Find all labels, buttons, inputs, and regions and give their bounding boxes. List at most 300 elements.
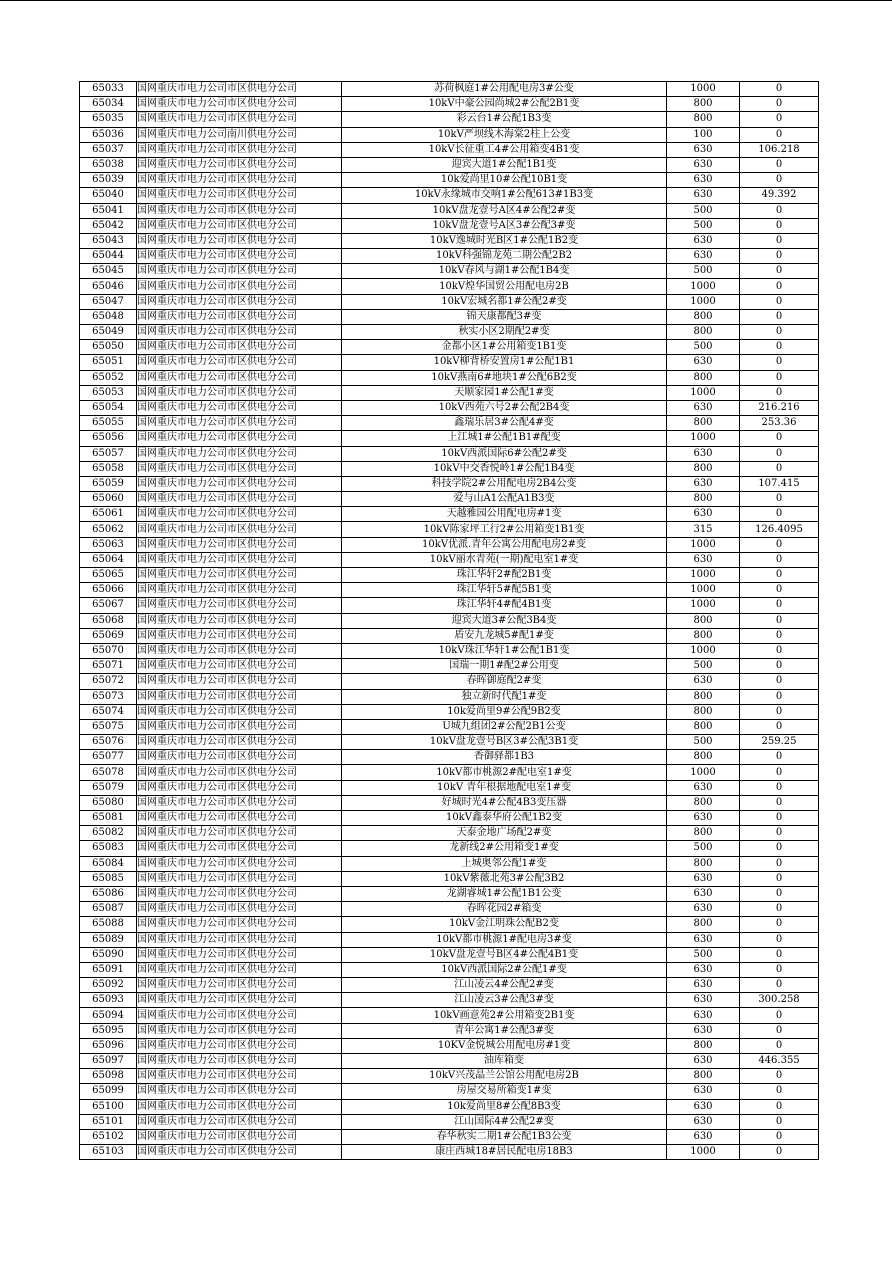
station-name-cell: 天越雅园公用配电房#1变 [342, 507, 667, 522]
company-cell: 国网重庆市电力公司市区供电分公司 [137, 446, 342, 461]
station-name-cell: 春晖花园2#箱变 [342, 902, 667, 917]
table-row [80, 537, 819, 552]
table-row [80, 1145, 819, 1160]
capacity-cell: 800 [667, 309, 740, 324]
company-cell: 国网重庆市电力公司市区供电分公司 [137, 628, 342, 643]
station-name-cell: 江山凌云3#公配3#变 [342, 993, 667, 1008]
row-id-cell: 65098 [80, 1069, 137, 1084]
table-row [80, 917, 819, 932]
row-id-cell: 65040 [80, 188, 137, 203]
row-id-cell: 65043 [80, 233, 137, 248]
station-name-cell: 10kV逸城时光B区1#公配1B2变 [342, 233, 667, 248]
value-cell: 0 [740, 765, 819, 780]
capacity-cell: 630 [667, 1054, 740, 1069]
table-row [80, 1038, 819, 1053]
company-cell: 国网重庆市电力公司市区供电分公司 [137, 188, 342, 203]
table-row [80, 294, 819, 309]
capacity-cell: 1000 [667, 598, 740, 613]
company-cell: 国网重庆市电力公司市区供电分公司 [137, 1114, 342, 1129]
capacity-cell: 630 [667, 142, 740, 157]
row-id-cell: 65046 [80, 279, 137, 294]
table-row [80, 568, 819, 583]
station-name-cell: 好城时光4#公配4B3变压器 [342, 795, 667, 810]
company-cell: 国网重庆市电力公司市区供电分公司 [137, 780, 342, 795]
value-cell: 0 [740, 1069, 819, 1084]
table-row [80, 598, 819, 613]
station-name-cell: 10kV优派.青年公寓公用配电房2#变 [342, 537, 667, 552]
row-id-cell: 65072 [80, 674, 137, 689]
table-row [80, 719, 819, 734]
row-id-cell: 65062 [80, 522, 137, 537]
value-cell: 49.392 [740, 188, 819, 203]
table-row [80, 340, 819, 355]
company-cell: 国网重庆市电力公司市区供电分公司 [137, 871, 342, 886]
company-cell: 国网重庆市电力公司市区供电分公司 [137, 719, 342, 734]
value-cell: 0 [740, 218, 819, 233]
value-cell: 0 [740, 902, 819, 917]
value-cell: 0 [740, 552, 819, 567]
table-row [80, 233, 819, 248]
table-row [80, 249, 819, 264]
station-name-cell: 10kV燕南6#地块1#公配6B2变 [342, 370, 667, 385]
station-name-cell: 10k爱尚里10#公配10B1变 [342, 173, 667, 188]
value-cell: 216.216 [740, 400, 819, 415]
table-row [80, 826, 819, 841]
row-id-cell: 65069 [80, 628, 137, 643]
value-cell: 0 [740, 856, 819, 871]
station-name-cell: 10kV宏城名都1#公配2#变 [342, 294, 667, 309]
capacity-cell: 630 [667, 476, 740, 491]
company-cell: 国网重庆市电力公司市区供电分公司 [137, 902, 342, 917]
row-id-cell: 65071 [80, 659, 137, 674]
company-cell: 国网重庆市电力公司市区供电分公司 [137, 886, 342, 901]
capacity-cell: 630 [667, 811, 740, 826]
company-cell: 国网重庆市电力公司市区供电分公司 [137, 370, 342, 385]
station-name-cell: 10kV盘龙壹号A区3#公配3#变 [342, 218, 667, 233]
value-cell: 0 [740, 1114, 819, 1129]
station-name-cell: 春华秋实二期1#公配1B3公变 [342, 1129, 667, 1144]
capacity-cell: 630 [667, 157, 740, 172]
table-row [80, 507, 819, 522]
company-cell: 国网重庆市电力公司市区供电分公司 [137, 674, 342, 689]
value-cell: 0 [740, 370, 819, 385]
station-name-cell: 油库箱变 [342, 1054, 667, 1069]
capacity-cell: 1000 [667, 294, 740, 309]
table-row [80, 492, 819, 507]
capacity-cell: 630 [667, 902, 740, 917]
table-row [80, 947, 819, 962]
station-name-cell: 龙湖睿城1#公配1B1公变 [342, 886, 667, 901]
company-cell: 国网重庆市电力公司市区供电分公司 [137, 568, 342, 583]
value-cell: 0 [740, 461, 819, 476]
station-name-cell: 10kV都市桃源1#配电房3#变 [342, 932, 667, 947]
station-name-cell: 春晖御庭配2#变 [342, 674, 667, 689]
station-name-cell: 迎宾大道1#公配1B1变 [342, 157, 667, 172]
table-row [80, 856, 819, 871]
company-cell: 国网重庆市电力公司市区供电分公司 [137, 400, 342, 415]
capacity-cell: 500 [667, 340, 740, 355]
company-cell: 国网重庆市电力公司市区供电分公司 [137, 157, 342, 172]
row-id-cell: 65085 [80, 871, 137, 886]
capacity-cell: 100 [667, 127, 740, 142]
table-body [80, 82, 819, 1160]
station-name-cell: 10kV丽水青苑(一期)配电室1#变 [342, 552, 667, 567]
value-cell: 0 [740, 340, 819, 355]
company-cell: 国网重庆市电力公司市区供电分公司 [137, 279, 342, 294]
station-name-cell: 国瑞一期1#配2#公用变 [342, 659, 667, 674]
company-cell: 国网重庆市电力公司市区供电分公司 [137, 1023, 342, 1038]
company-cell: 国网重庆市电力公司市区供电分公司 [137, 507, 342, 522]
company-cell: 国网重庆市电力公司市区供电分公司 [137, 704, 342, 719]
company-cell: 国网重庆市电力公司市区供电分公司 [137, 978, 342, 993]
row-id-cell: 65057 [80, 446, 137, 461]
capacity-cell: 630 [667, 674, 740, 689]
row-id-cell: 65090 [80, 947, 137, 962]
station-name-cell: 10kV陈家坪工行2#公用箱变1B1变 [342, 522, 667, 537]
station-name-cell: 秋实小区2期配2#变 [342, 325, 667, 340]
value-cell: 0 [740, 871, 819, 886]
company-cell: 国网重庆市电力公司市区供电分公司 [137, 795, 342, 810]
table-row [80, 780, 819, 795]
table-row [80, 932, 819, 947]
row-id-cell: 65081 [80, 811, 137, 826]
capacity-cell: 500 [667, 659, 740, 674]
value-cell: 0 [740, 811, 819, 826]
value-cell: 0 [740, 127, 819, 142]
station-name-cell: 科技学院2#公用配电房2B4公变 [342, 476, 667, 491]
value-cell: 0 [740, 932, 819, 947]
company-cell: 国网重庆市电力公司市区供电分公司 [137, 142, 342, 157]
table-row [80, 704, 819, 719]
company-cell: 国网重庆市电力公司市区供电分公司 [137, 598, 342, 613]
table-row [80, 1114, 819, 1129]
row-id-cell: 65101 [80, 1114, 137, 1129]
value-cell: 0 [740, 1008, 819, 1023]
row-id-cell: 65103 [80, 1145, 137, 1160]
capacity-cell: 1000 [667, 583, 740, 598]
station-name-cell: 盾安九龙城5#配1#变 [342, 628, 667, 643]
row-id-cell: 65034 [80, 97, 137, 112]
company-cell: 国网重庆市电力公司市区供电分公司 [137, 522, 342, 537]
value-cell: 0 [740, 886, 819, 901]
transformer-table [79, 81, 819, 1160]
value-cell: 0 [740, 355, 819, 370]
table-row [80, 1008, 819, 1023]
table-row [80, 325, 819, 340]
company-cell: 国网重庆市电力公司市区供电分公司 [137, 811, 342, 826]
capacity-cell: 800 [667, 461, 740, 476]
row-id-cell: 65086 [80, 886, 137, 901]
station-name-cell: 江山凌云4#公配2#变 [342, 978, 667, 993]
row-id-cell: 65059 [80, 476, 137, 491]
station-name-cell: 康庄西城18#居民配电房18B3 [342, 1145, 667, 1160]
table-row [80, 978, 819, 993]
row-id-cell: 65055 [80, 416, 137, 431]
company-cell: 国网重庆市电力公司市区供电分公司 [137, 993, 342, 1008]
company-cell: 国网重庆市电力公司市区供电分公司 [137, 325, 342, 340]
capacity-cell: 800 [667, 492, 740, 507]
company-cell: 国网重庆市电力公司市区供电分公司 [137, 492, 342, 507]
station-name-cell: 10kV盘龙壹号A区4#公配2#变 [342, 203, 667, 218]
table-row [80, 871, 819, 886]
capacity-cell: 630 [667, 978, 740, 993]
capacity-cell: 630 [667, 962, 740, 977]
row-id-cell: 65064 [80, 552, 137, 567]
table-row [80, 203, 819, 218]
station-name-cell: 10kV柳背桥安置房1#公配1B1 [342, 355, 667, 370]
row-id-cell: 65079 [80, 780, 137, 795]
station-name-cell: 10kV永缘城市交响1#公配613#1B3变 [342, 188, 667, 203]
station-name-cell: 10kV兴茂晶兰公馆公用配电房2B [342, 1069, 667, 1084]
value-cell: 0 [740, 598, 819, 613]
table-row [80, 112, 819, 127]
table-row [80, 735, 819, 750]
table-row [80, 188, 819, 203]
value-cell: 253.36 [740, 416, 819, 431]
value-cell: 0 [740, 82, 819, 97]
capacity-cell: 800 [667, 613, 740, 628]
company-cell: 国网重庆市电力公司市区供电分公司 [137, 689, 342, 704]
company-cell: 国网重庆市电力公司市区供电分公司 [137, 613, 342, 628]
company-cell: 国网重庆市电力公司市区供电分公司 [137, 385, 342, 400]
row-id-cell: 65041 [80, 203, 137, 218]
station-name-cell: 龙新线2#公用箱变1#变 [342, 841, 667, 856]
value-cell: 0 [740, 157, 819, 172]
table-row [80, 886, 819, 901]
table-row [80, 279, 819, 294]
row-id-cell: 65095 [80, 1023, 137, 1038]
capacity-cell: 1000 [667, 82, 740, 97]
value-cell: 126.4095 [740, 522, 819, 537]
capacity-cell: 1000 [667, 643, 740, 658]
capacity-cell: 800 [667, 795, 740, 810]
row-id-cell: 65056 [80, 431, 137, 446]
row-id-cell: 65058 [80, 461, 137, 476]
capacity-cell: 630 [667, 886, 740, 901]
table-row [80, 446, 819, 461]
table-row [80, 583, 819, 598]
value-cell: 0 [740, 947, 819, 962]
value-cell: 0 [740, 659, 819, 674]
row-id-cell: 65094 [80, 1008, 137, 1023]
company-cell: 国网重庆市电力公司市区供电分公司 [137, 416, 342, 431]
company-cell: 国网重庆市电力公司市区供电分公司 [137, 1038, 342, 1053]
capacity-cell: 800 [667, 97, 740, 112]
station-name-cell: 10kV珠江华轩1#公配1B1变 [342, 643, 667, 658]
station-name-cell: 苏荷枫庭1#公用配电房3#公变 [342, 82, 667, 97]
table-row [80, 811, 819, 826]
value-cell: 0 [740, 173, 819, 188]
station-name-cell: 10kV盘龙壹号B区3#公配3B1变 [342, 735, 667, 750]
value-cell: 0 [740, 1099, 819, 1114]
value-cell: 0 [740, 112, 819, 127]
value-cell: 0 [740, 446, 819, 461]
station-name-cell: 10KV金悦城公用配电房#1变 [342, 1038, 667, 1053]
value-cell: 0 [740, 583, 819, 598]
table-row [80, 674, 819, 689]
row-id-cell: 65042 [80, 218, 137, 233]
row-id-cell: 65076 [80, 735, 137, 750]
capacity-cell: 800 [667, 1038, 740, 1053]
value-cell: 259.25 [740, 735, 819, 750]
value-cell: 0 [740, 795, 819, 810]
station-name-cell: 10kV都市桃源2#配电室1#变 [342, 765, 667, 780]
capacity-cell: 800 [667, 325, 740, 340]
row-id-cell: 65100 [80, 1099, 137, 1114]
value-cell: 0 [740, 613, 819, 628]
row-id-cell: 65087 [80, 902, 137, 917]
capacity-cell: 630 [667, 446, 740, 461]
capacity-cell: 800 [667, 704, 740, 719]
table-row [80, 431, 819, 446]
value-cell: 0 [740, 719, 819, 734]
company-cell: 国网重庆市电力公司市区供电分公司 [137, 932, 342, 947]
capacity-cell: 1000 [667, 568, 740, 583]
station-name-cell: 10kV中豪公园尚城2#公配2B1变 [342, 97, 667, 112]
station-name-cell: 10kV长征重工4#公用箱变4B1变 [342, 142, 667, 157]
table-row [80, 461, 819, 476]
table-row [80, 552, 819, 567]
company-cell: 国网重庆市电力公司市区供电分公司 [137, 173, 342, 188]
company-cell: 国网重庆市电力公司市区供电分公司 [137, 962, 342, 977]
capacity-cell: 500 [667, 841, 740, 856]
company-cell: 国网重庆市电力公司市区供电分公司 [137, 765, 342, 780]
capacity-cell: 315 [667, 522, 740, 537]
station-name-cell: 天泰金地广场配2#变 [342, 826, 667, 841]
table-row [80, 1099, 819, 1114]
value-cell: 0 [740, 841, 819, 856]
row-id-cell: 65084 [80, 856, 137, 871]
table-row [80, 476, 819, 491]
company-cell: 国网重庆市电力公司市区供电分公司 [137, 659, 342, 674]
table-row [80, 643, 819, 658]
station-name-cell: 10kV科强锦龙苑二期公配2B2 [342, 249, 667, 264]
row-id-cell: 65052 [80, 370, 137, 385]
capacity-cell: 500 [667, 947, 740, 962]
value-cell: 0 [740, 674, 819, 689]
capacity-cell: 500 [667, 264, 740, 279]
capacity-cell: 1000 [667, 279, 740, 294]
row-id-cell: 65097 [80, 1054, 137, 1069]
station-name-cell: 青年公寓1#公配3#变 [342, 1023, 667, 1038]
company-cell: 国网重庆市电力公司市区供电分公司 [137, 97, 342, 112]
row-id-cell: 65060 [80, 492, 137, 507]
company-cell: 国网重庆市电力公司市区供电分公司 [137, 264, 342, 279]
company-cell: 国网重庆市电力公司市区供电分公司 [137, 947, 342, 962]
table-row [80, 841, 819, 856]
row-id-cell: 65102 [80, 1129, 137, 1144]
value-cell: 0 [740, 233, 819, 248]
company-cell: 国网重庆市电力公司市区供电分公司 [137, 249, 342, 264]
table-row [80, 750, 819, 765]
row-id-cell: 65035 [80, 112, 137, 127]
value-cell: 0 [740, 203, 819, 218]
table-row [80, 522, 819, 537]
value-cell: 0 [740, 1145, 819, 1160]
station-name-cell: 迎宾大道3#公配3B4变 [342, 613, 667, 628]
table-row [80, 795, 819, 810]
station-name-cell: 彩云台1#公配1B3变 [342, 112, 667, 127]
capacity-cell: 630 [667, 1099, 740, 1114]
table-row [80, 993, 819, 1008]
capacity-cell: 1000 [667, 537, 740, 552]
row-id-cell: 65073 [80, 689, 137, 704]
capacity-cell: 500 [667, 218, 740, 233]
company-cell: 国网重庆市电力公司市区供电分公司 [137, 355, 342, 370]
capacity-cell: 800 [667, 628, 740, 643]
company-cell: 国网重庆市电力公司市区供电分公司 [137, 294, 342, 309]
row-id-cell: 65066 [80, 583, 137, 598]
table-row [80, 370, 819, 385]
row-id-cell: 65091 [80, 962, 137, 977]
capacity-cell: 800 [667, 750, 740, 765]
company-cell: 国网重庆市电力公司市区供电分公司 [137, 218, 342, 233]
row-id-cell: 65033 [80, 82, 137, 97]
value-cell: 107.415 [740, 476, 819, 491]
capacity-cell: 800 [667, 719, 740, 734]
station-name-cell: 10kV鑫泰华府公配1B2变 [342, 811, 667, 826]
table-row [80, 1129, 819, 1144]
row-id-cell: 65082 [80, 826, 137, 841]
table-row [80, 127, 819, 142]
row-id-cell: 65089 [80, 932, 137, 947]
company-cell: 国网重庆市电力公司市区供电分公司 [137, 1084, 342, 1099]
company-cell: 国网重庆市电力公司市区供电分公司 [137, 826, 342, 841]
value-cell: 106.218 [740, 142, 819, 157]
station-name-cell: 爱与山A1公配A1B3变 [342, 492, 667, 507]
value-cell: 0 [740, 978, 819, 993]
capacity-cell: 800 [667, 826, 740, 841]
value-cell: 0 [740, 962, 819, 977]
capacity-cell: 630 [667, 932, 740, 947]
table-row [80, 659, 819, 674]
page-top-rule [0, 0, 892, 1]
capacity-cell: 630 [667, 400, 740, 415]
station-name-cell: 10kV中交香悦岭1#公配1B4变 [342, 461, 667, 476]
row-id-cell: 65045 [80, 264, 137, 279]
capacity-cell: 630 [667, 1023, 740, 1038]
row-id-cell: 65065 [80, 568, 137, 583]
company-cell: 国网重庆市电力公司市区供电分公司 [137, 856, 342, 871]
table-row [80, 82, 819, 97]
station-name-cell: 上城奥邻公配1#变 [342, 856, 667, 871]
table-row [80, 355, 819, 370]
capacity-cell: 630 [667, 507, 740, 522]
row-id-cell: 65036 [80, 127, 137, 142]
row-id-cell: 65037 [80, 142, 137, 157]
value-cell: 0 [740, 431, 819, 446]
table-row [80, 628, 819, 643]
value-cell: 0 [740, 309, 819, 324]
capacity-cell: 630 [667, 249, 740, 264]
station-name-cell: 10kV画意苑2#公用箱变2B1变 [342, 1008, 667, 1023]
station-name-cell: 10kV西苑六号2#公配2B4变 [342, 400, 667, 415]
row-id-cell: 65051 [80, 355, 137, 370]
capacity-cell: 800 [667, 689, 740, 704]
capacity-cell: 800 [667, 917, 740, 932]
value-cell: 300.258 [740, 993, 819, 1008]
table-row [80, 1023, 819, 1038]
row-id-cell: 65077 [80, 750, 137, 765]
row-id-cell: 65067 [80, 598, 137, 613]
table-row [80, 1069, 819, 1084]
value-cell: 0 [740, 917, 819, 932]
capacity-cell: 630 [667, 552, 740, 567]
value-cell: 446.355 [740, 1054, 819, 1069]
row-id-cell: 65099 [80, 1084, 137, 1099]
value-cell: 0 [740, 294, 819, 309]
value-cell: 0 [740, 704, 819, 719]
